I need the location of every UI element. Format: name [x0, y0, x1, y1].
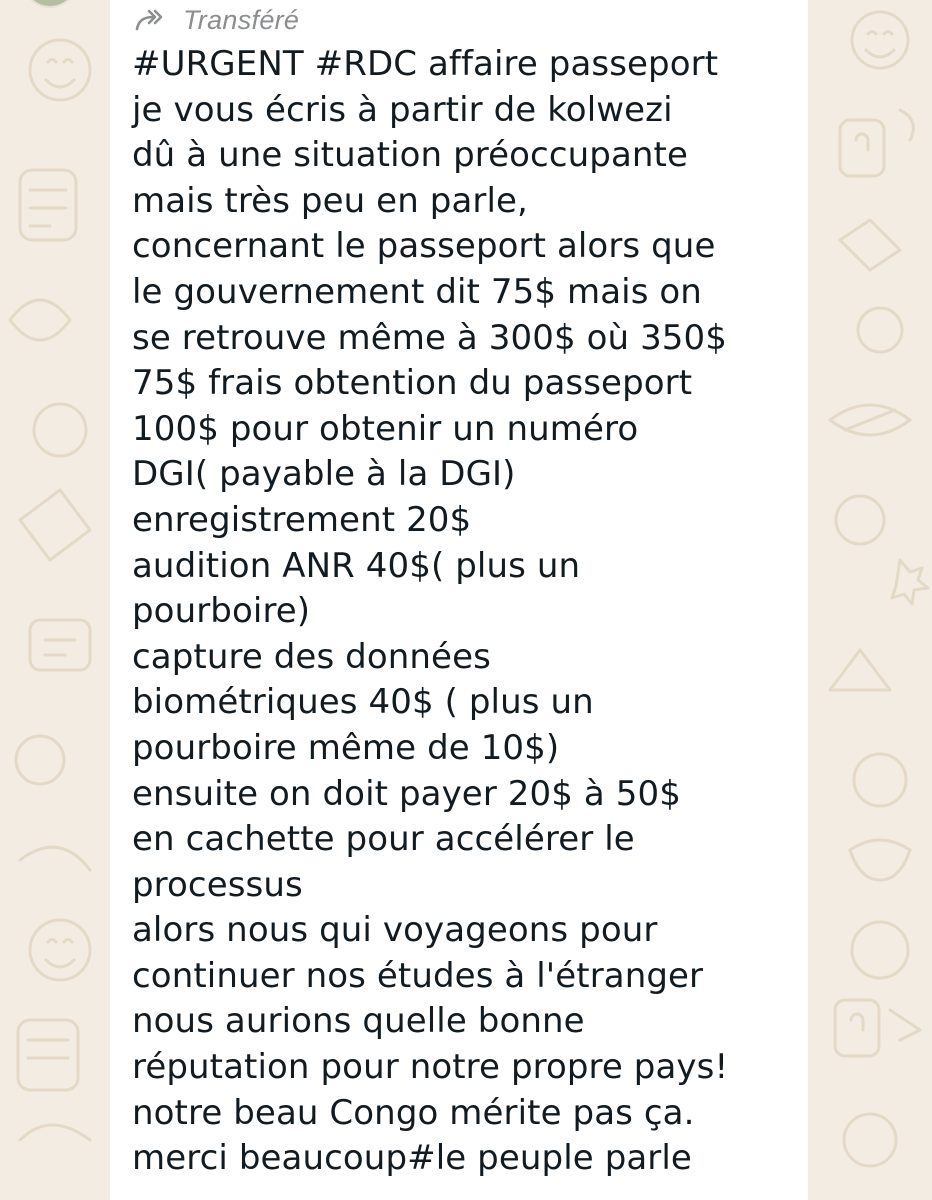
message-line: capture des données — [132, 636, 491, 677]
message-line: notre beau Congo mérite pas ça. — [132, 1092, 695, 1133]
message-line: continuer nos études à l'étranger — [132, 955, 704, 996]
message-line: pourboire même de 10$) — [132, 727, 560, 768]
message-line: pourboire) — [132, 591, 311, 632]
message-line: merci beaucoup#le peuple parle — [132, 1138, 692, 1179]
message-line: le gouvernement dit 75$ mais on — [132, 271, 702, 312]
message-line: dû à une situation préoccupante — [132, 135, 688, 176]
message-line: en cachette pour accélérer le — [132, 819, 635, 860]
message-line: 75$ frais obtention du passeport — [132, 363, 693, 404]
message-line: enregistrement 20$ — [132, 499, 472, 540]
message-line: audition ANR 40$( plus un — [132, 545, 581, 586]
message-line: réputation pour notre propre pays! — [132, 1047, 729, 1088]
message-line: biométriques 40$ ( plus un — [132, 682, 594, 723]
message-line: #URGENT #RDC affaire passeport — [132, 44, 719, 84]
forwarded-label: Transféré — [183, 4, 300, 35]
forward-arrow-icon — [135, 7, 165, 33]
message-line: DGI( payable à la DGI) — [132, 454, 516, 495]
message-line: je vous écris à partir de kolwezi — [132, 89, 673, 130]
message-bubble[interactable] — [110, 0, 808, 1200]
message-line: mais très peu en parle, — [132, 180, 528, 221]
forwarded-indicator — [132, 2, 798, 38]
message-line: ensuite on doit payer 20$ à 50$ — [132, 773, 681, 814]
message-line: processus — [132, 864, 303, 905]
message-line: se retrouve même à 300$ où 350$ — [132, 317, 727, 358]
message-line: alors nous qui voyageons pour — [132, 910, 658, 951]
message-line: nous aurions quelle bonne — [132, 1001, 585, 1042]
message-text — [132, 42, 798, 1182]
message-line: concernant le passeport alors que — [132, 226, 716, 267]
message-line: 100$ pour obtenir un numéro — [132, 408, 639, 449]
